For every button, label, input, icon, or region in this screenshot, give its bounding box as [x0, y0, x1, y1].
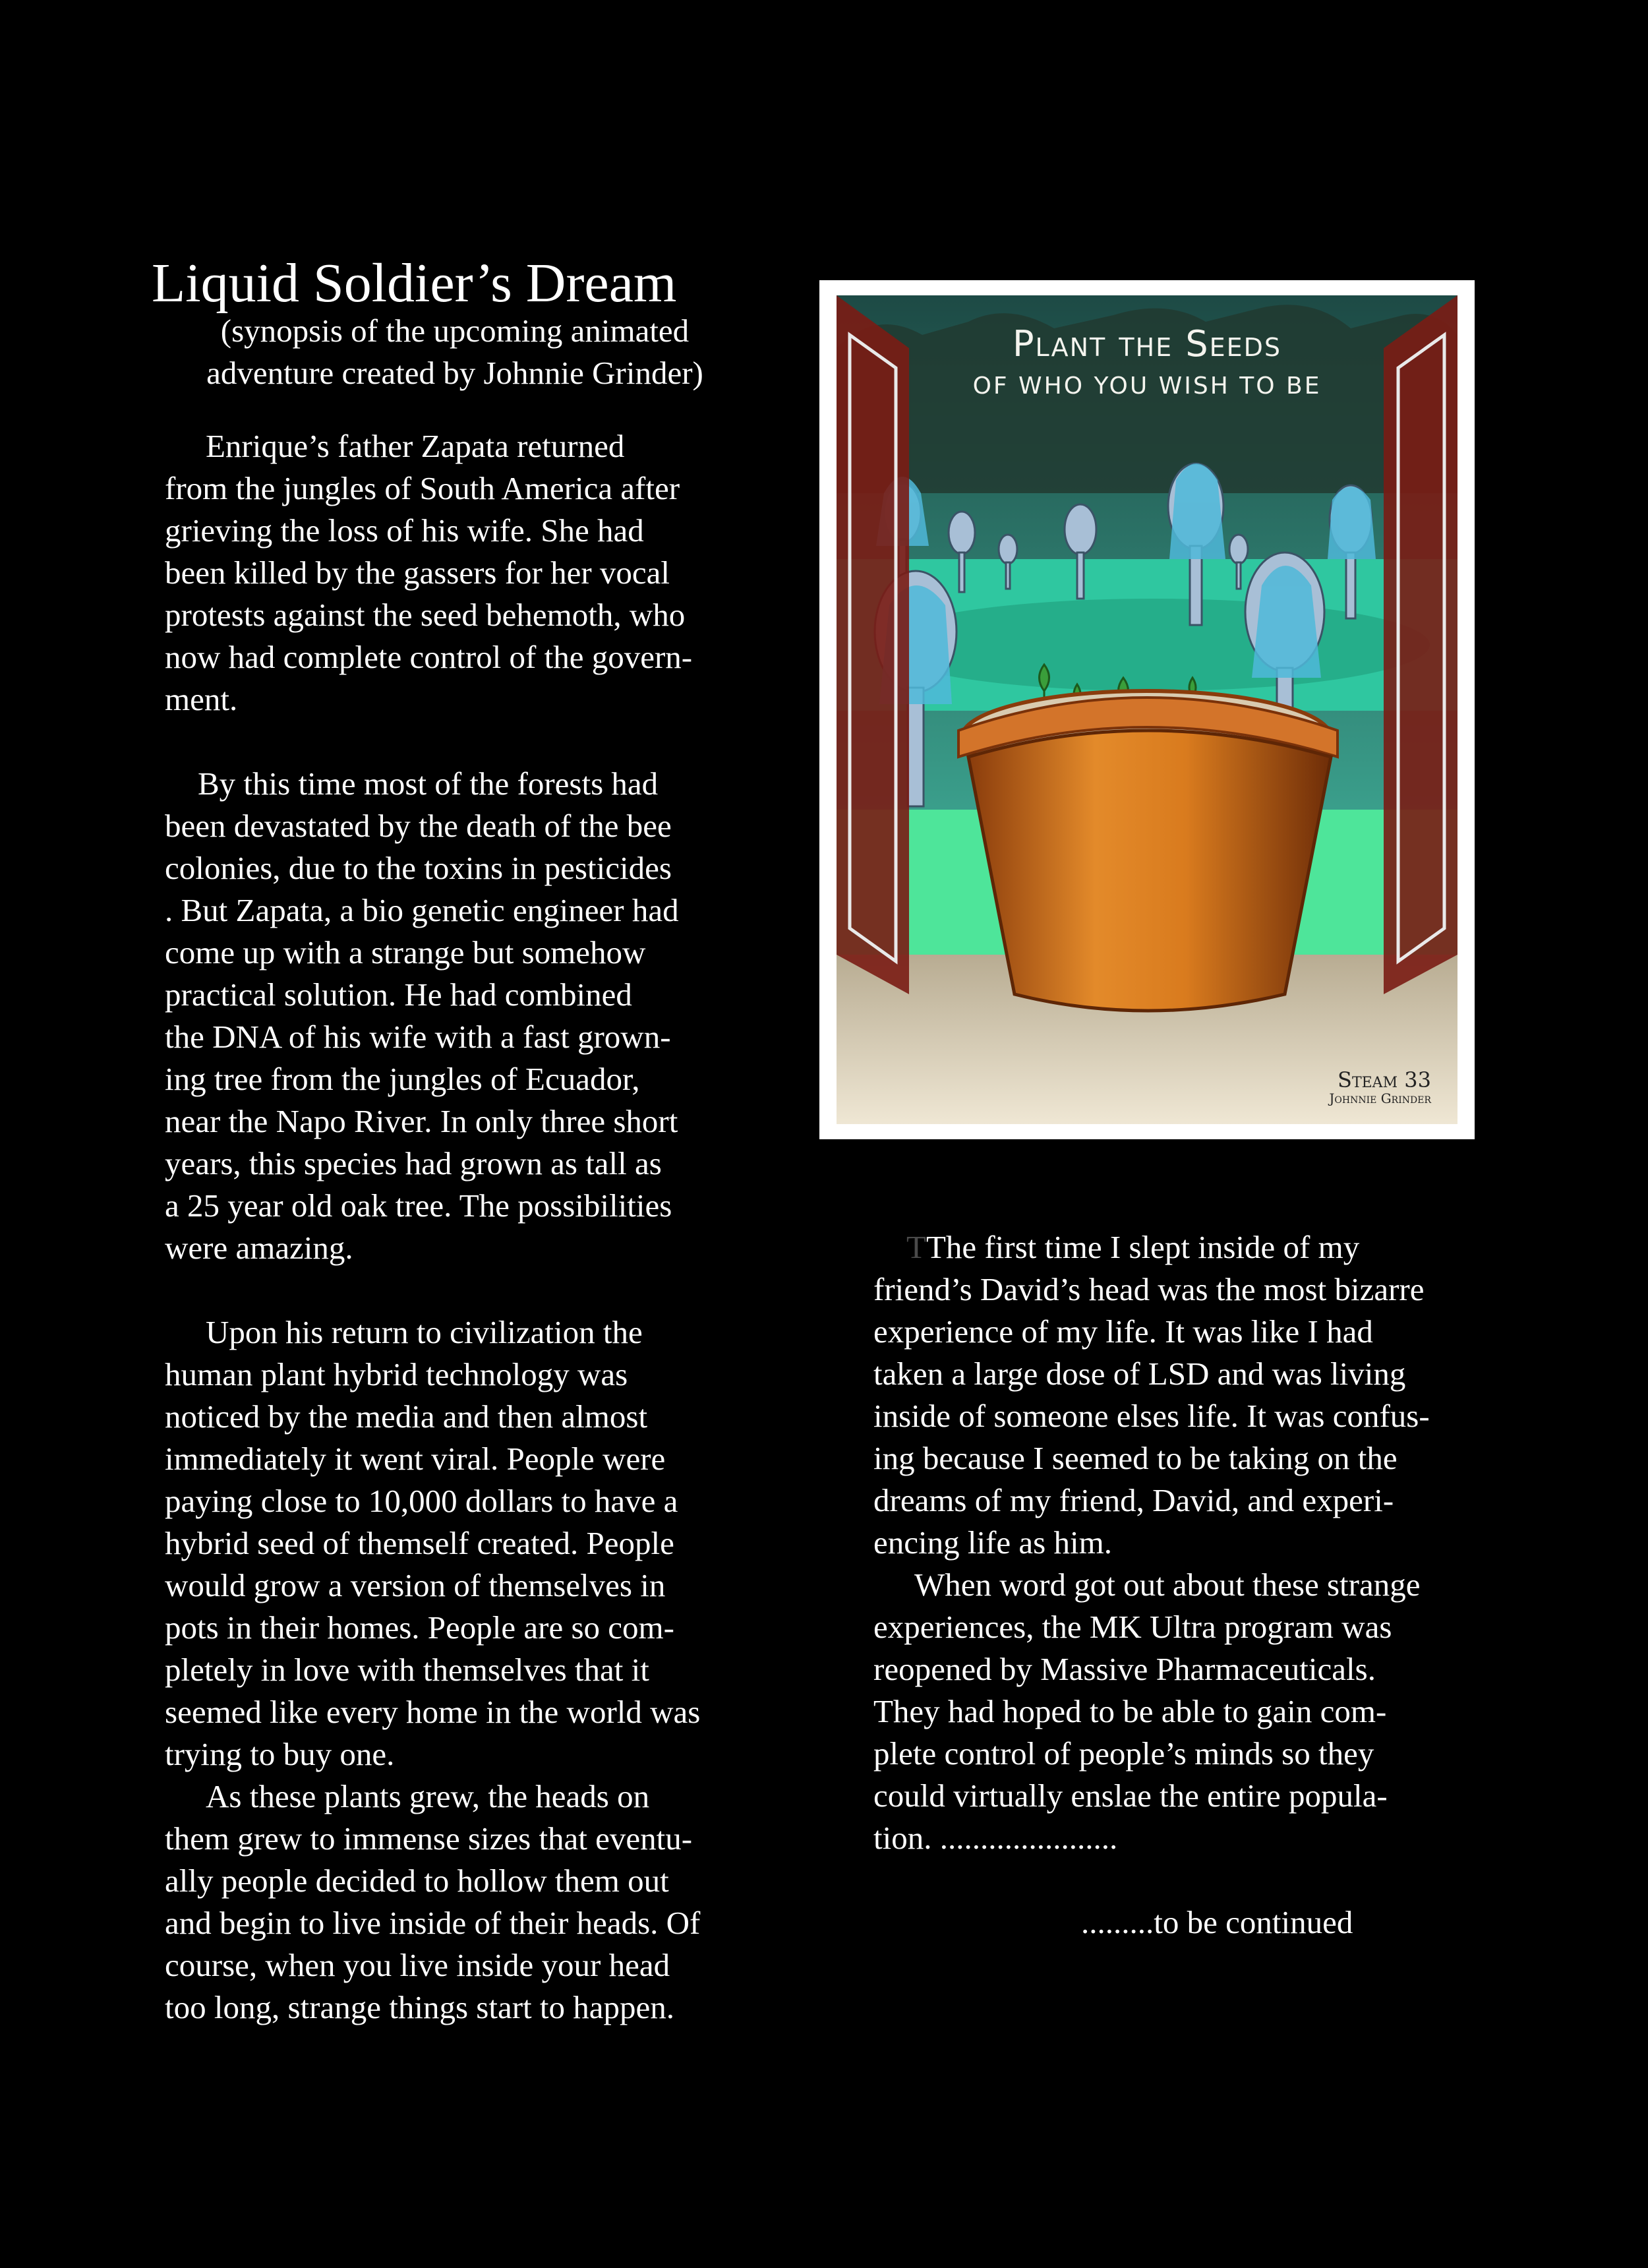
text-line: seemed like every home in the world was [165, 1694, 701, 1730]
text-line: course, when you live inside your head [165, 1947, 670, 1983]
text-line: protests against the seed behemoth, who [165, 597, 686, 633]
text-line: near the Napo River. In only three short [165, 1103, 678, 1139]
text-line: friend’s David’s head was the most bizarre [873, 1271, 1425, 1307]
text-line: noticed by the media and then almost [165, 1398, 648, 1435]
text-line: would grow a version of themselves in [165, 1567, 666, 1603]
text-line: and begin to live inside of their heads. Of [165, 1905, 701, 1941]
text-line: The first time I slept inside of my [926, 1229, 1360, 1265]
text-line: pletely in love with themselves that it [165, 1652, 649, 1688]
poster-credit [1329, 1069, 1431, 1106]
text-line: When word got out about these strange [914, 1567, 1421, 1603]
text-line: plete control of people’s minds so they [873, 1735, 1374, 1772]
text-line: ing tree from the jungles of Ecuador, [165, 1061, 640, 1097]
text-line: been killed by the gassers for her vocal [165, 554, 670, 591]
text-line: inside of someone elses life. It was confus- [873, 1398, 1430, 1434]
text-line: colonies, due to the toxins in pesticides [165, 850, 672, 886]
text-line: human plant hybrid technology was [165, 1356, 628, 1392]
page-title: Liquid Soldier’s Dream [152, 253, 677, 314]
text-line: years, this species had grown as tall as [165, 1145, 662, 1181]
paragraph-1 [165, 425, 758, 721]
text-line: trying to buy one. [165, 1736, 395, 1772]
text-line: been devastated by the death of the bee [165, 808, 672, 844]
text-line: a 25 year old oak tree. The possibilities [165, 1187, 672, 1224]
poster-title: Plant the Seeds [1012, 323, 1282, 365]
text-line: were amazing. [165, 1230, 353, 1266]
page-subtitle [165, 310, 745, 394]
paragraph-2 [165, 763, 758, 1269]
text-line: encing life as him. [873, 1524, 1112, 1561]
text-line: from the jungles of South America after [165, 470, 680, 506]
text-line: Upon his return to civilization the [206, 1314, 643, 1350]
text-line: the DNA of his wife with a fast grown- [165, 1019, 671, 1055]
text-line: could virtually enslae the entire popula- [873, 1777, 1388, 1814]
faint-letter: T [906, 1229, 926, 1265]
text-line: now had complete control of the govern- [165, 639, 693, 675]
text-line: immediately it went viral. People were [165, 1441, 666, 1477]
to-be-continued: .........to be continued [1081, 1904, 1353, 1940]
left-column [165, 425, 758, 2029]
text-line: ment. [165, 681, 238, 717]
text-line: come up with a strange but somehow [165, 934, 646, 970]
subtitle-line: (synopsis of the upcoming animated [220, 313, 690, 349]
text-line: experiences, the MK Ultra program was [873, 1609, 1392, 1645]
text-line: them grew to immense sizes that eventu- [165, 1820, 693, 1857]
poster-frame [819, 280, 1475, 1139]
text-line: . But Zapata, a bio genetic engineer had [165, 892, 679, 928]
text-line: ally people decided to hollow them out [165, 1863, 669, 1899]
text-line: grieving the loss of his wife. She had [165, 512, 644, 549]
text-line: Enrique’s father Zapata returned [206, 428, 625, 464]
poster-credit-author: Johnnie Grinder [1329, 1090, 1431, 1106]
text-line: hybrid seed of themself created. People [165, 1525, 674, 1561]
text-line: practical solution. He had combined [165, 976, 632, 1013]
text-line: By this time most of the forests had [198, 765, 659, 802]
text-line: dreams of my friend, David, and experi- [873, 1482, 1394, 1518]
text-line: ing because I seemed to be taking on the [873, 1440, 1398, 1476]
poster-illustration [837, 295, 1457, 1124]
paragraph-6 [873, 1564, 1480, 1859]
poster-artwork [837, 295, 1457, 1124]
text-line: They had hoped to be able to gain com- [873, 1693, 1387, 1729]
subtitle-line: adventure created by Johnnie Grinder) [206, 355, 703, 391]
paragraph-5 [873, 1226, 1480, 1564]
text-line: paying close to 10,000 dollars to have a [165, 1483, 678, 1519]
poster-credit-title: Steam 33 [1338, 1067, 1431, 1092]
text-line: pots in their homes. People are so com- [165, 1609, 674, 1646]
paragraph-3 [165, 1311, 758, 1776]
text-line: experience of my life. It was like I had [873, 1313, 1373, 1350]
text-line: tion. ...................... [873, 1820, 1118, 1856]
right-column [873, 1226, 1480, 1944]
paragraph-4 [165, 1776, 758, 2029]
text-line: reopened by Massive Pharmaceuticals. [873, 1651, 1376, 1687]
text-line: too long, strange things start to happen. [165, 1989, 674, 2025]
text-line: taken a large dose of LSD and was living [873, 1356, 1406, 1392]
poster-subtitle: OF WHO YOU WISH TO BE [972, 373, 1322, 400]
text-line: As these plants grew, the heads on [206, 1778, 650, 1814]
